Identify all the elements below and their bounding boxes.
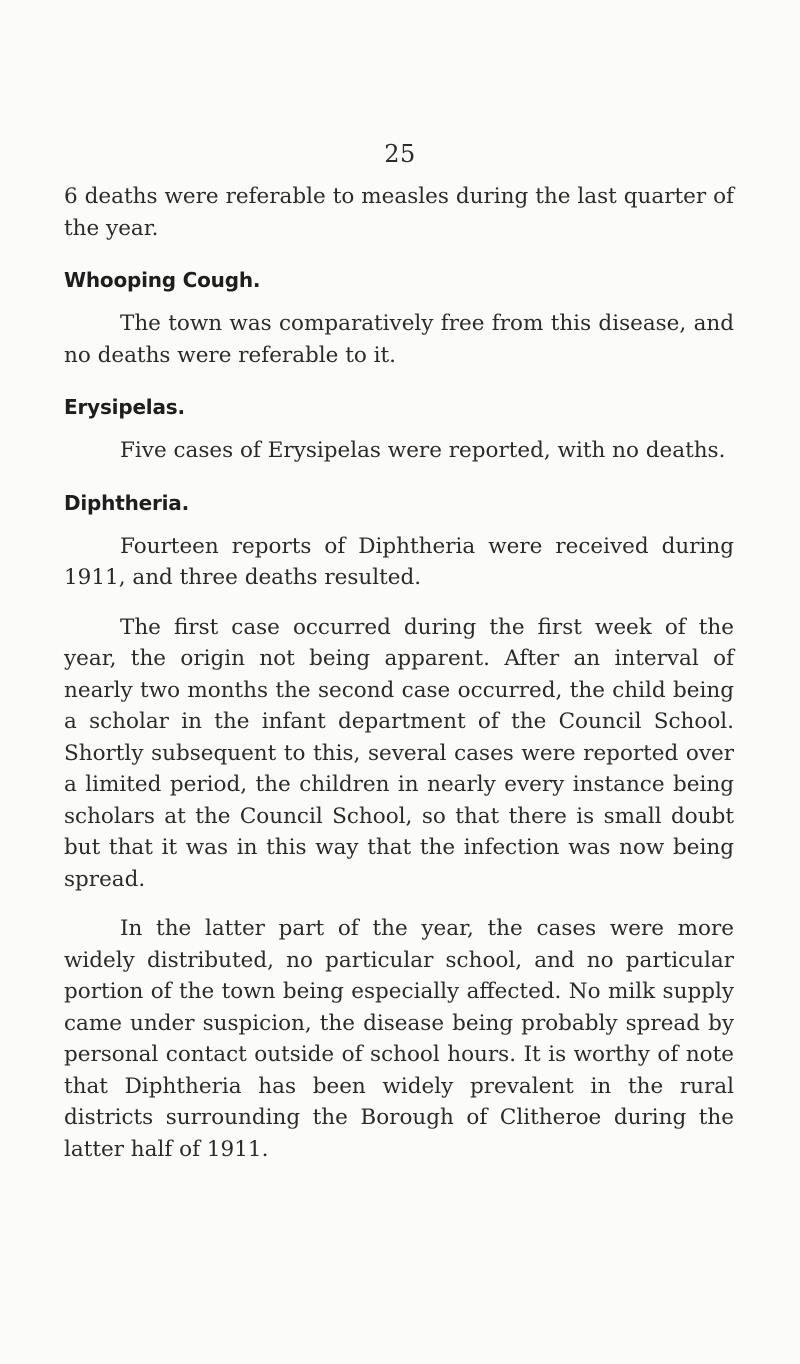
- whooping-cough-heading: Whooping Cough.: [64, 268, 261, 292]
- document-body: [64, 181, 734, 1165]
- measles-paragraph: 6 deaths were referable to measles during the last quarter of the year.: [64, 184, 734, 241]
- diphtheria-heading: Diphtheria.: [64, 490, 189, 515]
- whooping-cough-paragraph: The town was comparatively free from this disease, and no deaths were referable to it.: [64, 311, 734, 368]
- page-number: 25: [384, 140, 416, 168]
- diphtheria-paragraph-2: The first case occurred during the first week of the year, the origin not being apparent. After an interval of nearly two months the second case occurred, the child being a scholar in the infant department of the Council School. Shortly subsequent to this, several cases were reported over a limited period, the children in nearly every instance being scholars at the Council School, so that there is small doubt but that it was in this way that the infection was now being spread.: [64, 614, 734, 892]
- erysipelas-heading: Erysipelas.: [64, 395, 185, 419]
- erysipelas-paragraph: Five cases of Erysipelas were reported, with no deaths.: [120, 438, 726, 463]
- diphtheria-paragraph-1: Fourteen reports of Diphtheria were received during 1911, and three deaths resulted.: [64, 533, 734, 590]
- diphtheria-paragraph-3: In the latter part of the year, the cases were more widely distributed, no particular school, and no particular portion of the town being especially affected. No milk supply came under suspicion, the disease being probably spread by personal contact outside of school hours. It is worthy of note that Diphtheria has been widely prevalent in the rural districts surrounding the Borough of Clitheroe during the latter half of 1911.: [64, 916, 734, 1162]
